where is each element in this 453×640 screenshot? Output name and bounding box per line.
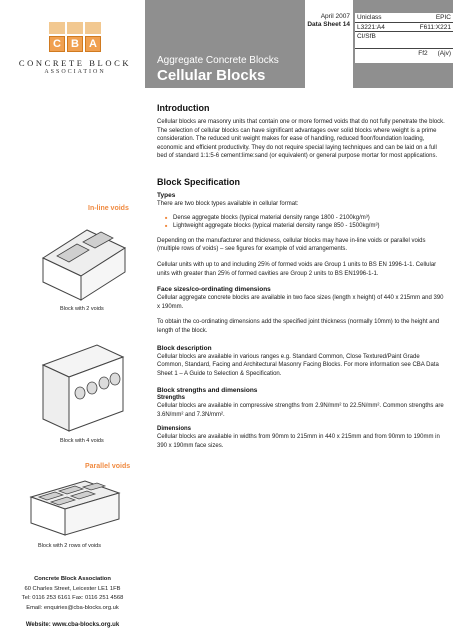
- dimensions-body: Cellular blocks are available in widths from 90mm to 215mm in 440 x 215mm and from 90mm to 190mm in 390 x 190mm face sizes.: [157, 434, 440, 450]
- void-arrangement-para: Depending on the manufacturer and thickness, cellular blocks may have in-line voids or parallel voids (multiple rows of voids) – see figures for example of void arrangements.: [157, 237, 426, 253]
- caption-4-voids: Block with 4 voids: [60, 438, 104, 444]
- spec-heading: Block Specification: [157, 176, 241, 187]
- group-para: Cellular units with up to and including 25% of formed voids are Group 1 units to BS EN 1996-1-1. Cellular units with greater than 25% of formed cavities are Group 2 units to BS EN1996-1-1.: [157, 261, 437, 277]
- classification-label: CI/SfB: [357, 33, 376, 40]
- data-sheet-number: Data Sheet 14: [307, 21, 350, 28]
- logo-letters: [6, 36, 144, 52]
- classification-label: Uniclass: [357, 14, 382, 21]
- classification-label: EPIC: [435, 14, 451, 21]
- logo-letter-a: A: [85, 36, 101, 52]
- logo-letter-c: C: [49, 36, 65, 52]
- footer-website[interactable]: Website: www.cba-blocks.org.uk: [25, 622, 120, 628]
- footer-address: 60 Charles Street, Leicester LE1 1FB: [24, 585, 121, 592]
- main-content: [157, 103, 447, 451]
- issue-date: April 2007: [320, 13, 350, 20]
- classification-row: [355, 31, 453, 40]
- list-item: ■ Lightweight aggregate blocks (typical material density range 850 - 1500kg/m³): [165, 222, 447, 231]
- classification-row: [355, 22, 453, 31]
- types-body: There are two block types available in cellular format:: [157, 200, 299, 207]
- intro-body: Cellular blocks are masonry units that contain one or more formed voids that do not fully penetrate the block. The selection of cellular blocks can have significant advantages over solid blocks where weight is a prime consideration. The reduced unit weight makes for ease of handling, reduced floor/foundation loading, economic and efficient productivity. They do not require special laying techniques and can be laid on a full bed of standard 1:1:5-6 cement:lime:sand (or equivalent) or general purpose mortar for most applications.: [157, 119, 445, 160]
- classification-row: [355, 13, 453, 22]
- footer-contact: [0, 575, 145, 628]
- page-title: Cellular Blocks: [157, 67, 266, 84]
- strength-heading: Block strengths and dimensions: [157, 387, 258, 395]
- block-4-voids-image: [35, 335, 130, 435]
- block-2-voids-image: [35, 218, 130, 303]
- classification-code: Ff2: [418, 50, 428, 57]
- strengths-body: Cellular blocks are available in compressive strengths from 2.9N/mm² to 22.5N/mm². Common strengths are 3.6N/mm² and 7.3N/mm².: [157, 403, 444, 418]
- dimensions-subheading: Dimensions: [157, 426, 192, 433]
- classification-table: [355, 13, 453, 63]
- classification-row: [355, 48, 453, 57]
- strengths-subheading: Strengths: [157, 395, 186, 402]
- caption-2-rows-voids: Block with 2 rows of voids: [38, 543, 101, 549]
- logo-letter-b: B: [67, 36, 83, 52]
- intro-heading: Introduction: [157, 103, 210, 113]
- faces-body-2: To obtain the co-ordinating dimensions add the specified joint thickness (normally 10mm) to the height and length of the block.: [157, 319, 440, 334]
- logo-name: CONCRETE BLOCK: [18, 58, 132, 68]
- footer-org: Concrete Block Association: [34, 576, 111, 582]
- classification-code: F611:X221: [419, 24, 451, 31]
- footer-phone: Tel: 0116 253 6161 Fax: 0116 251 4568: [21, 595, 124, 601]
- types-list: [165, 214, 447, 231]
- parallel-voids-label: Parallel voids: [85, 463, 131, 470]
- classification-code: (Ajv): [437, 50, 451, 57]
- classification-code: L3221:A4: [357, 24, 385, 31]
- description-body: Cellular blocks are available in various ranges e.g. Standard Common, Close Textured/Paint Grade Common, Standard, Facing and Architectural Masonry Facing Blocks. For more information see CBA Data Sheet 1 – A Guide to Selection & Specification.: [157, 353, 439, 377]
- faces-heading: Face sizes/co-ordinating dimensions: [157, 286, 271, 294]
- datasheet-box: [305, 0, 353, 88]
- logo-sub: ASSOCIATION: [44, 69, 106, 75]
- types-heading: Types: [157, 191, 176, 199]
- block-2-rows-voids-image: [25, 475, 125, 540]
- cba-logo: [6, 22, 144, 75]
- logo-top-bars: [6, 22, 144, 34]
- page-subtitle: Aggregate Concrete Blocks: [157, 55, 279, 66]
- description-heading: Block description: [157, 344, 212, 352]
- caption-2-voids: Block with 2 voids: [60, 306, 104, 312]
- faces-body: Cellular aggregate concrete blocks are available in two face sizes (length x height) of 440 x 215mm and 390 x 190mm.: [157, 295, 444, 310]
- inline-voids-label: In-line voids: [88, 205, 129, 212]
- footer-email[interactable]: Email: enquiries@cba-blocks.org.uk: [26, 604, 119, 611]
- list-item: ■ Dense aggregate blocks (typical material density range 1800 - 2100kg/m³): [165, 214, 447, 223]
